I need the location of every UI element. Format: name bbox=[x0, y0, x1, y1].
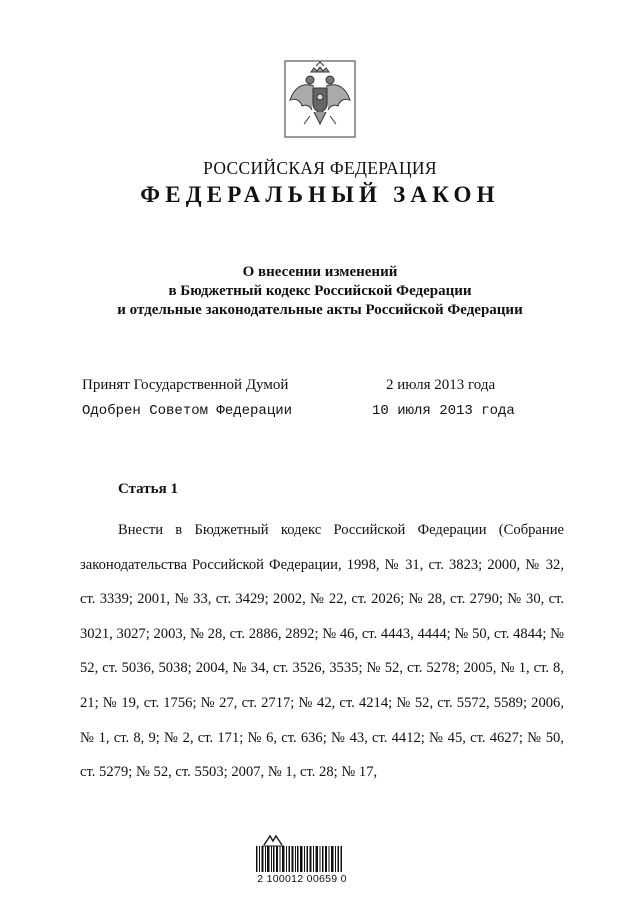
country-name: РОССИЙСКАЯ ФЕДЕРАЦИЯ bbox=[203, 158, 437, 178]
duma-adoption-date: 2 июля 2013 года bbox=[386, 377, 496, 393]
law-title bbox=[0, 263, 640, 320]
duma-adoption-label: Принят Государственной Думой bbox=[82, 377, 289, 393]
law-title-line: в Бюджетный кодекс Российской Федерации bbox=[168, 283, 472, 299]
council-approval-label: Одобрен Советом Федерации bbox=[82, 403, 293, 419]
barcode-number: 2 100012 00659 0 bbox=[257, 873, 347, 885]
law-title-line: О внесении изменений bbox=[242, 264, 398, 280]
council-approval-date: 10 июля 2013 года bbox=[372, 403, 515, 419]
law-title-line: и отдельные законодательные акты Российской Федерации bbox=[117, 302, 523, 318]
article-body-text: Внести в Бюджетный кодекс Российской Федерации (Собрание законодательства Российской Федерации, 1998, № 31, ст. 3823; 2000, № 32, ст. 3339; 2001, № 33, ст. 3429; 2002, № 22, ст. 2026; № 28, ст. 2790; № 30, ст. 3021, 3027; 2003, № 28, ст. 2886, 2892; № 46, ст. 4443, 4444; № 50, ст. 4844; № 52, ст. 5036, 5038; 2004, № 34, ст. 3526, 3535; № 52, ст. 5278; 2005, № 1, ст. 8, 21; № 19, ст. 1756; № 27, ст. 2717; № 42, ст. 4214; № 52, ст. 5572, 5589; 2006, № 1, ст. 8, 9; № 2, ст. 171; № 6, ст. 636; № 43, ст. 4412; № 45, ст. 4627; № 50, ст. 5279; № 52, ст. 5503; 2007, № 1, ст. 28; № 17, bbox=[80, 522, 564, 781]
document-type: ФЕДЕРАЛЬНЫЙ ЗАКОН bbox=[140, 182, 500, 207]
barcode-icon bbox=[256, 846, 342, 872]
publisher-mark-icon bbox=[258, 833, 288, 847]
russian-coat-of-arms-icon bbox=[284, 60, 356, 138]
article-heading: Статья 1 bbox=[118, 481, 178, 497]
